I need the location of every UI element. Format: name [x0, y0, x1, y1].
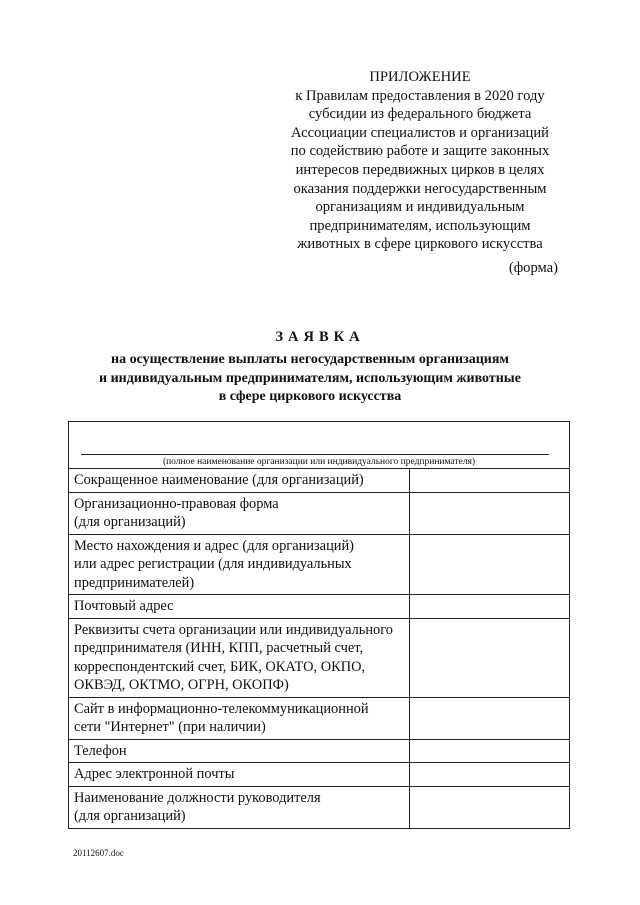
- row-value-field[interactable]: [409, 618, 569, 697]
- table-row: [69, 595, 570, 619]
- row-label-line: Место нахождения и адрес (для организаций): [74, 537, 354, 554]
- document-file-id: 20112607.doc: [73, 848, 124, 858]
- row-label: [69, 697, 410, 739]
- row-label: [69, 618, 410, 697]
- row-label-line: корреспондентский счет, БИК, ОКАТО, ОКПО,: [74, 658, 366, 675]
- document-title: ЗАЯВКА: [275, 329, 365, 345]
- appendix-block: [270, 68, 570, 254]
- row-label-line: предпринимателей): [74, 574, 195, 591]
- row-label-line: Наименование должности руководителя: [74, 789, 321, 806]
- row-label: [69, 534, 410, 595]
- table-row: [69, 534, 570, 595]
- row-value-field[interactable]: [409, 469, 569, 493]
- full-name-caption: (полное наименование организации или индивидуального предпринимателя): [162, 457, 476, 467]
- subtitle-line: в сфере циркового искусства: [218, 389, 402, 404]
- row-label-line: Почтовый адрес: [74, 598, 174, 614]
- appendix-line: Ассоциации специалистов и организаций: [291, 124, 549, 141]
- appendix-line: предпринимателям, использующим: [309, 217, 531, 234]
- row-label-line: Реквизиты счета организации или индивидуального: [74, 621, 393, 638]
- row-label-line: сети "Интернет" (при наличии): [74, 719, 266, 735]
- application-form-table: [68, 421, 570, 829]
- row-value-field[interactable]: [409, 534, 569, 595]
- row-label-line: Организационно-правовая форма: [74, 495, 279, 512]
- row-label-line: Адрес электронной почты: [74, 766, 235, 782]
- row-label-line: (для организаций): [74, 514, 186, 530]
- subtitle-line: на осуществление выплаты негосударственным организациям: [111, 352, 509, 367]
- row-label-line: Сайт в информационно-телекоммуникационной: [74, 700, 369, 717]
- subtitle-line: и индивидуальным предпринимателям, использующим животные: [99, 370, 521, 386]
- table-row: [69, 763, 570, 787]
- appendix-line: к Правилам предоставления в 2020 году: [295, 87, 545, 104]
- row-label-line: Сокращенное наименование (для организаций): [74, 472, 364, 488]
- appendix-line: субсидии из федерального бюджета: [308, 106, 532, 123]
- row-label-line: (для организаций): [74, 808, 186, 824]
- row-value-field[interactable]: [409, 492, 569, 534]
- row-value-field[interactable]: [409, 763, 569, 787]
- row-value-field[interactable]: [409, 697, 569, 739]
- table-row: [69, 739, 570, 763]
- full-name-field[interactable]: [69, 422, 570, 469]
- table-row: [69, 618, 570, 697]
- table-row: [69, 492, 570, 534]
- row-label: [69, 739, 410, 763]
- row-value-field[interactable]: [409, 595, 569, 619]
- table-row: [69, 469, 570, 493]
- appendix-line: оказания поддержки негосударственным: [293, 180, 547, 197]
- row-label: [69, 469, 410, 493]
- appendix-line: животных в сфере циркового искусства: [297, 236, 543, 253]
- table-row: [69, 697, 570, 739]
- row-label-line: предпринимателя (ИНН, КПП, расчетный счет,: [74, 640, 364, 656]
- full-name-row: [69, 422, 570, 469]
- appendix-line: организациям и индивидуальным: [315, 199, 525, 216]
- row-label: [69, 763, 410, 787]
- row-label: [69, 492, 410, 534]
- appendix-line: по содействию работе и защите законных: [290, 143, 550, 160]
- full-name-underline: [81, 454, 549, 455]
- appendix-heading: ПРИЛОЖЕНИЕ: [369, 69, 471, 85]
- table-row: [69, 786, 570, 828]
- row-value-field[interactable]: [409, 786, 569, 828]
- form-note: (форма): [508, 260, 558, 276]
- row-label-line: или адрес регистрации (для индивидуальных: [74, 556, 352, 572]
- appendix-line: интересов передвижных цирков в целях: [295, 161, 545, 178]
- row-label: [69, 786, 410, 828]
- document-subtitle: [60, 351, 560, 407]
- row-label-line: Телефон: [74, 742, 127, 759]
- row-label-line: ОКВЭД, ОКТМО, ОГРН, ОКОПФ): [74, 677, 289, 693]
- row-value-field[interactable]: [409, 739, 569, 763]
- row-label: [69, 595, 410, 619]
